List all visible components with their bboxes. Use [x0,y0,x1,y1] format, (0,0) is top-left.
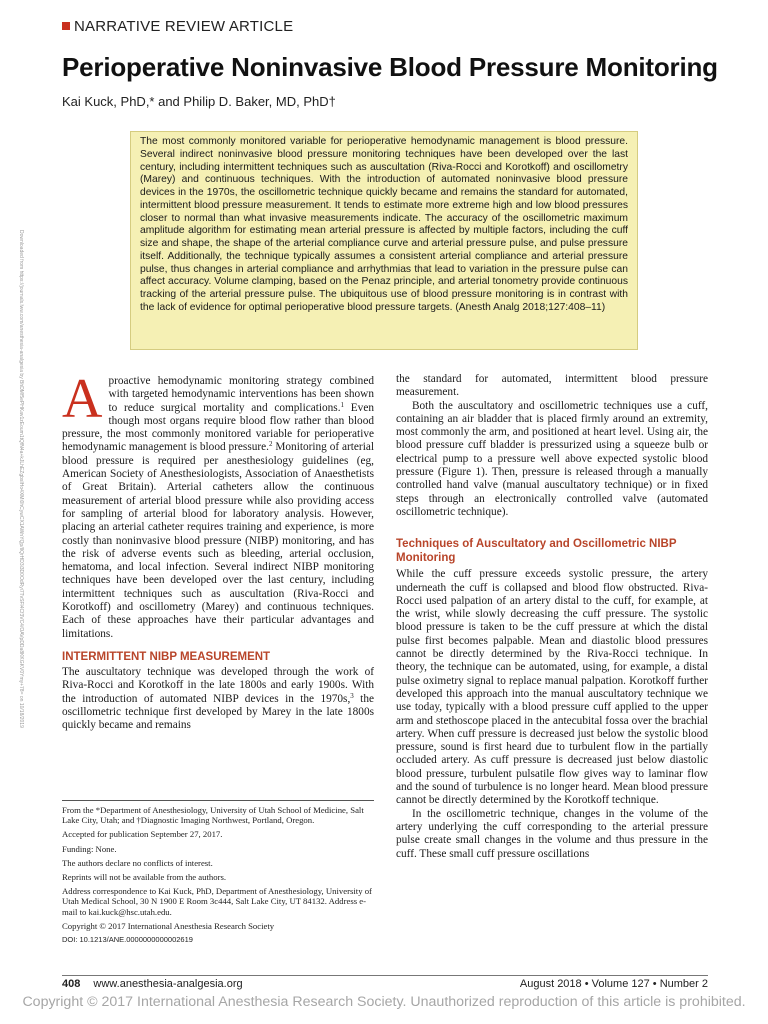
footnotes [62,800,374,949]
section1-text-a: The auscultatory technique was developed through the work of Riva-Rocci and Korotkoff in the late 1800s and early 1900s. With the introduction of automated NIBP devices in the 1970s, [62,665,374,705]
reference-3[interactable]: 3 [350,691,354,700]
page-number: 408 [62,978,81,990]
correspondence-note: Address correspondence to Kai Kuck, PhD, Department of Anesthesiology, University of Utah Medical School, 30 N 1900 E Room 3c444, Salt Lake City, UT 84132. Address e-mail to kai.kuck@hsc.utah.edu. [62,886,372,917]
subsection-heading-techniques: Techniques of Auscultatory and Oscillometric NIBP Monitoring [396,538,677,565]
section1-paragraph [62,666,374,732]
intro-text-b: Even though most organs require blood flow rather than blood pressure, the most commonly monitored variable for perioperative hemodynamic management is blood pressure. [62,401,374,454]
author-list: Kai Kuck, PhD,* and Philip D. Baker, MD, PhD† [62,94,336,109]
journal-url-link[interactable]: www.anesthesia-analgesia.org [93,978,243,990]
article-type-text: NARRATIVE REVIEW ARTICLE [74,18,294,35]
intro-text-c: Monitoring of arterial blood pressure is required per anesthesiology guidelines (eg, American Society of Anesthesiologists, Association of Anaesthetists of Great Britain). Arterial catheters allow the continuous measurement of arterial blood pressure while also providing access for sampling of arterial blood for laboratory analysis. However, placing an arterial catheter requires training and experience, is more costly than noninvasive blood pressure (NIBP) monitoring, and has the risk of adverse events such as bleeding, arterial occlusion, hematoma, and local infection. Several indirect NIBP monitoring techniques have been developed over the last century, including intermittent techniques such as auscultation (Riva-Rocci and Korotkoff) and oscillometry (Marey) and continuous techniques. Each of these approaches have their particular advantages and limitations. [62,441,374,640]
article-title: Perioperative Noninvasive Blood Pressure Monitoring [62,52,718,82]
copyright-banner: Copyright © 2017 International Anesthesia Research Society. Unauthorized reproduction of this article is prohibited. [22,994,746,1010]
copyright-note: Copyright © 2017 International Anesthesia Research Society [62,920,275,931]
section-heading-intermittent: INTERMITTENT NIBP MEASUREMENT [62,650,271,663]
left-column [62,368,374,732]
conflicts-note: The authors declare no conflicts of interest. [62,857,213,868]
doi-link[interactable]: DOI: 10.1213/ANE.0000000000002619 [62,935,193,945]
download-side-note [14,230,26,790]
section1-text-b: the oscillometric technique first developed by Marey in the late 1800s quickly became and remains [62,692,374,732]
affiliations-note: From the *Department of Anesthesiology, University of Utah School of Medicine, Salt Lake City, Utah; and †Diagnostic Imaging Northwest, Portland, Oregon. [62,805,364,826]
continued-paragraph: the standard for automated, intermittent blood pressure measurement. [396,373,708,399]
right-column [396,373,708,861]
oscillometric-paragraph: In the oscillometric technique, changes in the volume of the artery underlying the cuff corresponding to the arterial pressure pulse create small changes in the volume and thus pressure in the cuff. These small cuff pressure oscillations [396,807,708,860]
funding-note: Funding: None. [62,843,117,854]
reference-2[interactable]: 2 [268,440,273,449]
red-square-icon [62,22,70,30]
cuff-paragraph: Both the auscultatory and oscillometric techniques use a cuff, containing an air bladder that is placed firmly around an extremity, most commonly the arm, and positioned at heart level. Using air, the blood pressure cuff bladder is pressurized using a squeeze bulb or electrical pump to a pressure well above expected systolic blood pressure (Figure 1). Then, pressure is released through a manually controlled hand valve (manual auscultatory technique) or in fixed steps through an electronically controlled valve (automated oscillometric technique). [396,399,708,518]
abstract-box: The most commonly monitored variable for perioperative hemodynamic management is blood pressure. Several indirect noninvasive blood pressure monitoring techniques have been developed over the last century, including intermittent techniques such as auscultation (Riva-Rocci and Korotkoff) and oscillometry (Marey) and continuous techniques. With the introduction of automated noninvasive blood pressure devices in the 1970s, the oscillometric technique quickly became and remains the standard for automated, intermittent blood pressure measurement. It tends to estimate more extreme high and low blood pressures closer to normal than what invasive measurements indicate. The accuracy of the oscillometric maximum amplitude algorithm for estimating mean arterial pressure is affected by multiple factors, including the cuff size and shape, the shape of the arterial compliance curve and arterial pressure pulse, and pulse pressure itself. Additionally, the technique typically assumes a consistent arterial compliance and arterial pressure pulse, thus changes in arterial compliance and arrhythmias that lead to variation in the pressure pulse can affect accuracy. Volume clamping, based on the Penaz principle, and arterial tonometry provide continuous tracking of the arterial pressure pulse. The ubiquitous use of blood pressure monitoring is in contrast with the lack of evidence for optimal perioperative blood pressure targets. (Anesth Analg 2018;127:408–11) [130,131,638,350]
techniques-paragraph: While the cuff pressure exceeds systolic pressure, the artery underneath the cuff is collapsed and blood flow obstructed. Riva-Rocci used palpation of an artery distal to the cuff, for example, at the wrist, while slowly decreasing the cuff pressure. The systolic blood pressure is taken to be the cuff pressure at which the distal pulse first becomes palpable. Mean and diastolic blood pressures cannot be directly determined by the Riva-Rocci technique. In theory, the technique can be automated, using, for example, a distal pulse oximetry signal to replace manual palpation. Korotkoff further developed this approach into the manual auscultatory technique we use today, typically with a blood pressure cuff applied to the upper arm and stethoscope placed in the antecubital fossa over the brachial artery. When cuff pressure is decreased just below the systolic blood pressure, sound is first heard due to turbulent flow in the partially occluded artery. As cuff pressure is decreased just below diastolic blood pressure, turbulent pulsatile flow gives way to laminar flow and the sound of turbulence is no longer heard. Mean blood pressure cannot be directly determined by the Korotkoff technique. [396,568,708,807]
footer-divider [62,975,708,976]
download-note-text: Downloaded from https://journals.lww.com/anesthesia-analgesia by BhDMf5ePHKav1zEoum1tQfN4a+kJLhEZgbsIHo4XMi0hCywCX1AWnYQp/IlQrHD3i3D0OdRyi7TvSFl4Cf3VC4/OAVpDDa8KKGKV0Ymy+78= on 10/18/2019 [18,230,24,728]
accepted-note: Accepted for publication September 27, 2017. [62,829,223,840]
issue-info: August 2018 • Volume 127 • Number 2 [519,978,708,990]
intro-paragraph [62,368,374,641]
page-footer [62,978,708,990]
drop-cap: A [62,368,103,430]
article-type-label [62,18,293,35]
intro-text-a: proactive hemodynamic monitoring strategy combined with targeted hemodynamic interventions has been shown to reduce surgical mortality and complications. [108,375,374,414]
reference-1[interactable]: 1 [340,400,345,409]
reprints-note: Reprints will not be available from the authors. [62,872,227,883]
